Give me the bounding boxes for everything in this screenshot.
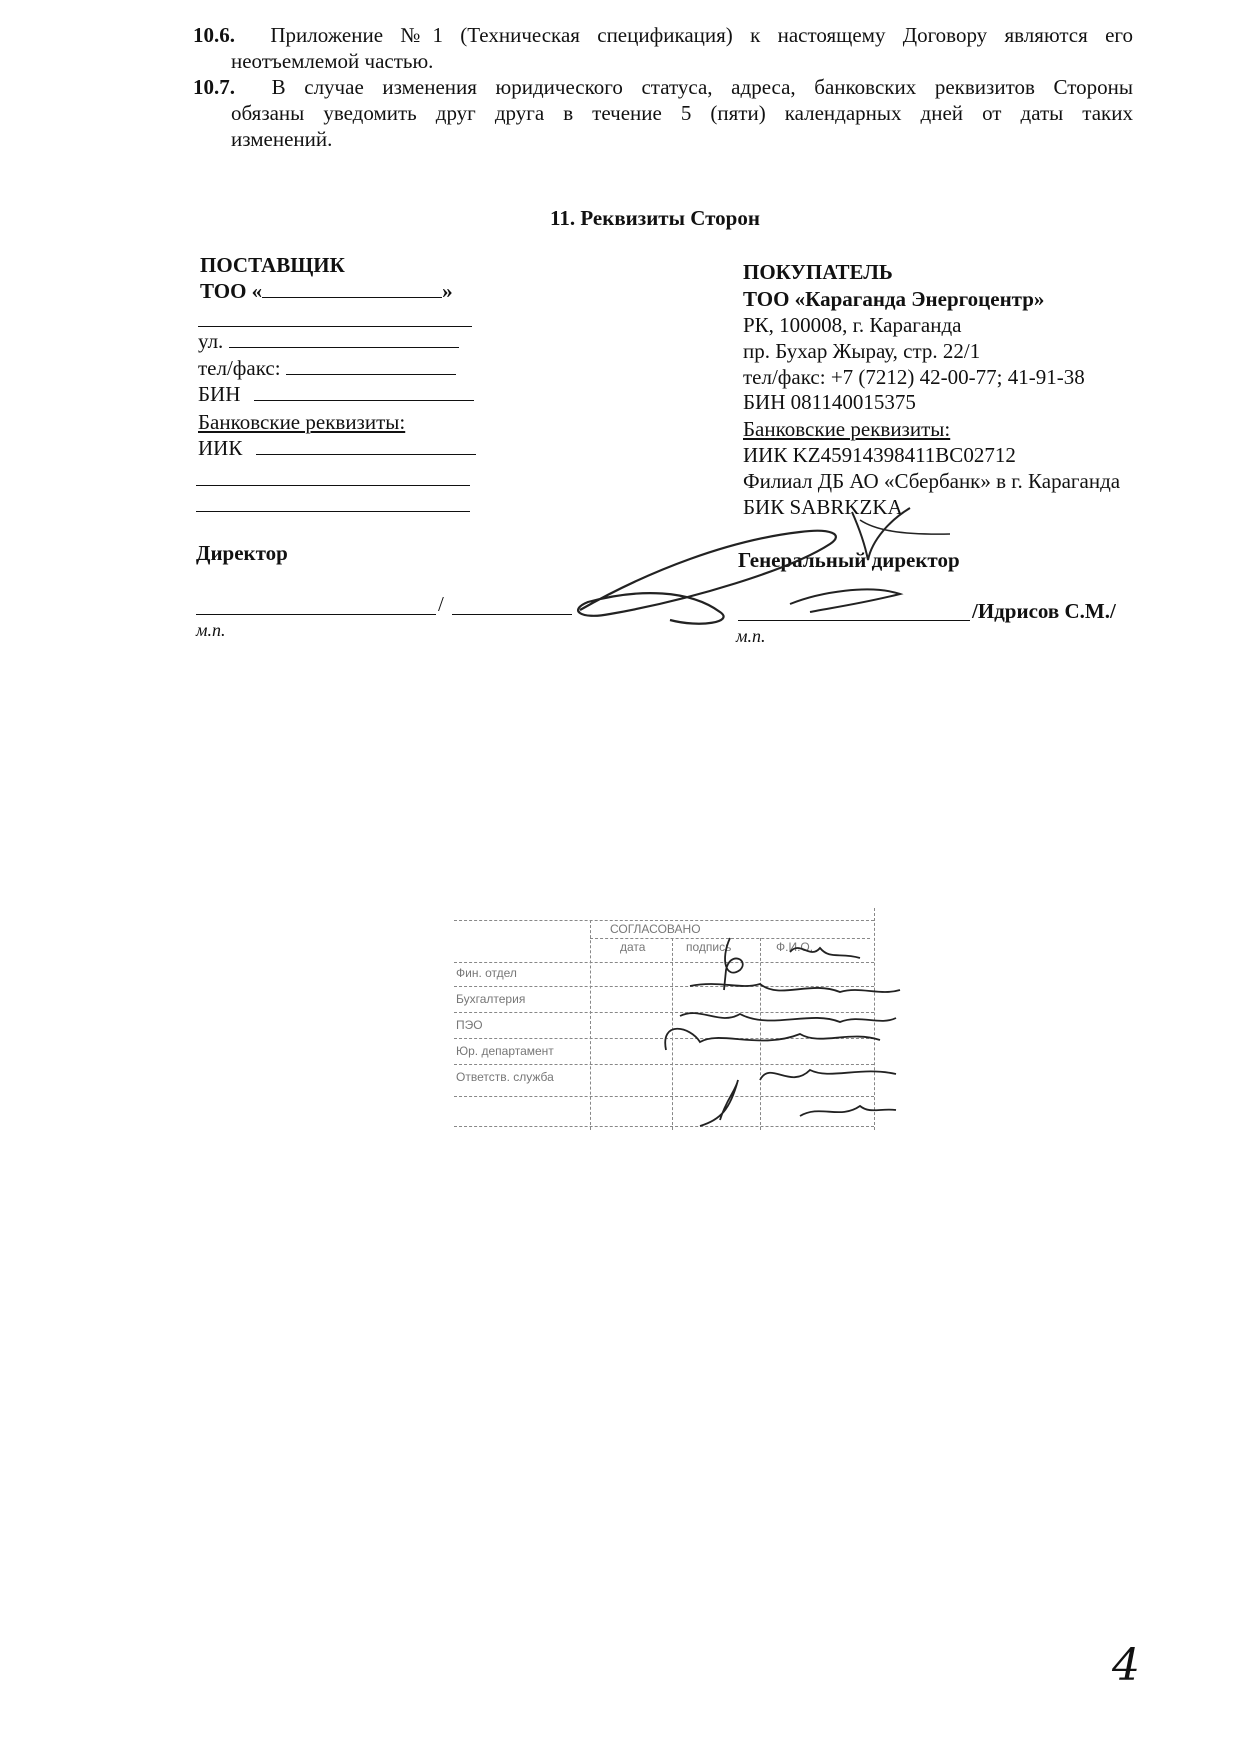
- clause-text-line: неотъемлемой частью.: [231, 49, 434, 73]
- slash-separator: /: [438, 592, 444, 616]
- supplier-bin-blank: [254, 382, 474, 401]
- supplier-company-prefix: ТОО «: [200, 279, 263, 303]
- approval-stamp-title: СОГЛАСОВАНО: [610, 922, 701, 936]
- buyer-director-label: Генеральный директор: [738, 548, 960, 572]
- approval-row-label: Ответств. служба: [456, 1070, 554, 1084]
- buyer-bank-branch: Филиал ДБ АО «Сбербанк» в г. Караганда: [743, 469, 1121, 493]
- approval-col-fio: Ф.И.О.: [776, 940, 814, 954]
- supplier-iik-label: ИИК: [198, 436, 243, 460]
- buyer-bank-label: Банковские реквизиты:: [743, 417, 951, 441]
- supplier-street-label: ул.: [198, 329, 224, 353]
- supplier-company: [200, 278, 453, 304]
- supplier-name-line: [452, 614, 572, 615]
- supplier-company-suffix: »: [442, 279, 453, 303]
- page-number-mark: 4: [1112, 1640, 1140, 1691]
- clause-10-7: [193, 74, 1133, 152]
- supplier-company-blank: [262, 279, 442, 298]
- approval-signatures-icon: [660, 930, 920, 1130]
- supplier-director-label: Директор: [196, 541, 288, 565]
- buyer-iik: ИИК KZ45914398411BC02712: [743, 443, 1016, 467]
- clause-text-line: Приложение №1 (Техническая спецификация) к настоящему Договору являются его: [270, 23, 1133, 47]
- clause-text-line: В случае изменения юридического статуса, адреса, банковских реквизитов Стороны: [271, 75, 1133, 99]
- approval-row-label: Фин. отдел: [456, 966, 517, 980]
- supplier-street: [198, 328, 459, 354]
- approval-col-signature: подпись: [686, 940, 732, 954]
- supplier-bin: [198, 381, 474, 407]
- approval-row-label: Юр. департамент: [456, 1044, 554, 1058]
- supplier-bank-label: Банковские реквизиты:: [198, 410, 406, 434]
- buyer-address-city: РК, 100008, г. Караганда: [743, 313, 962, 337]
- supplier-signature-line: [196, 614, 436, 615]
- buyer-address-street: пр. Бухар Жырау, стр. 22/1: [743, 339, 981, 363]
- director-signature-icon: [560, 500, 980, 640]
- supplier-role: ПОСТАВЩИК: [200, 253, 345, 277]
- buyer-role: ПОКУПАТЕЛЬ: [743, 260, 893, 284]
- supplier-stamp-mark: м.п.: [196, 620, 226, 640]
- buyer-phone: тел/факс: +7 (7212) 42-00-77; 41-91-38: [743, 365, 1085, 389]
- buyer-bin: БИН 081140015375: [743, 390, 916, 414]
- clause-number: 10.7.: [193, 75, 235, 99]
- clause-10-6: [193, 22, 1133, 74]
- buyer-company: ТОО «Караганда Энергоцентр»: [743, 287, 1045, 311]
- supplier-phone-label: тел/факс:: [198, 356, 281, 380]
- supplier-street-blank: [229, 329, 459, 348]
- approval-col-date: дата: [620, 940, 646, 954]
- supplier-phone: [198, 355, 456, 381]
- clause-number: 10.6.: [193, 23, 235, 47]
- buyer-signatory: /Идрисов С.М./: [972, 599, 1116, 623]
- supplier-phone-blank: [286, 356, 456, 375]
- supplier-bin-label: БИН: [198, 382, 241, 406]
- supplier-blank-line: [196, 485, 470, 486]
- clause-text-line: обязаны уведомить друг друга в течение 5 (пяти) календарных дней от даты таких: [231, 101, 1133, 125]
- clause-text-line: изменений.: [231, 127, 333, 151]
- supplier-blank-line: [196, 511, 470, 512]
- buyer-bik: БИК SABRKZKA: [743, 495, 903, 519]
- supplier-iik-blank: [256, 436, 476, 455]
- supplier-iik: [198, 435, 476, 461]
- section-title: 11. Реквизиты Сторон: [550, 206, 760, 230]
- approval-row-label: Бухгалтерия: [456, 992, 526, 1006]
- approval-row-label: ПЭО: [456, 1018, 483, 1032]
- supplier-blank-line: [198, 326, 472, 327]
- buyer-stamp-mark: м.п.: [736, 626, 766, 646]
